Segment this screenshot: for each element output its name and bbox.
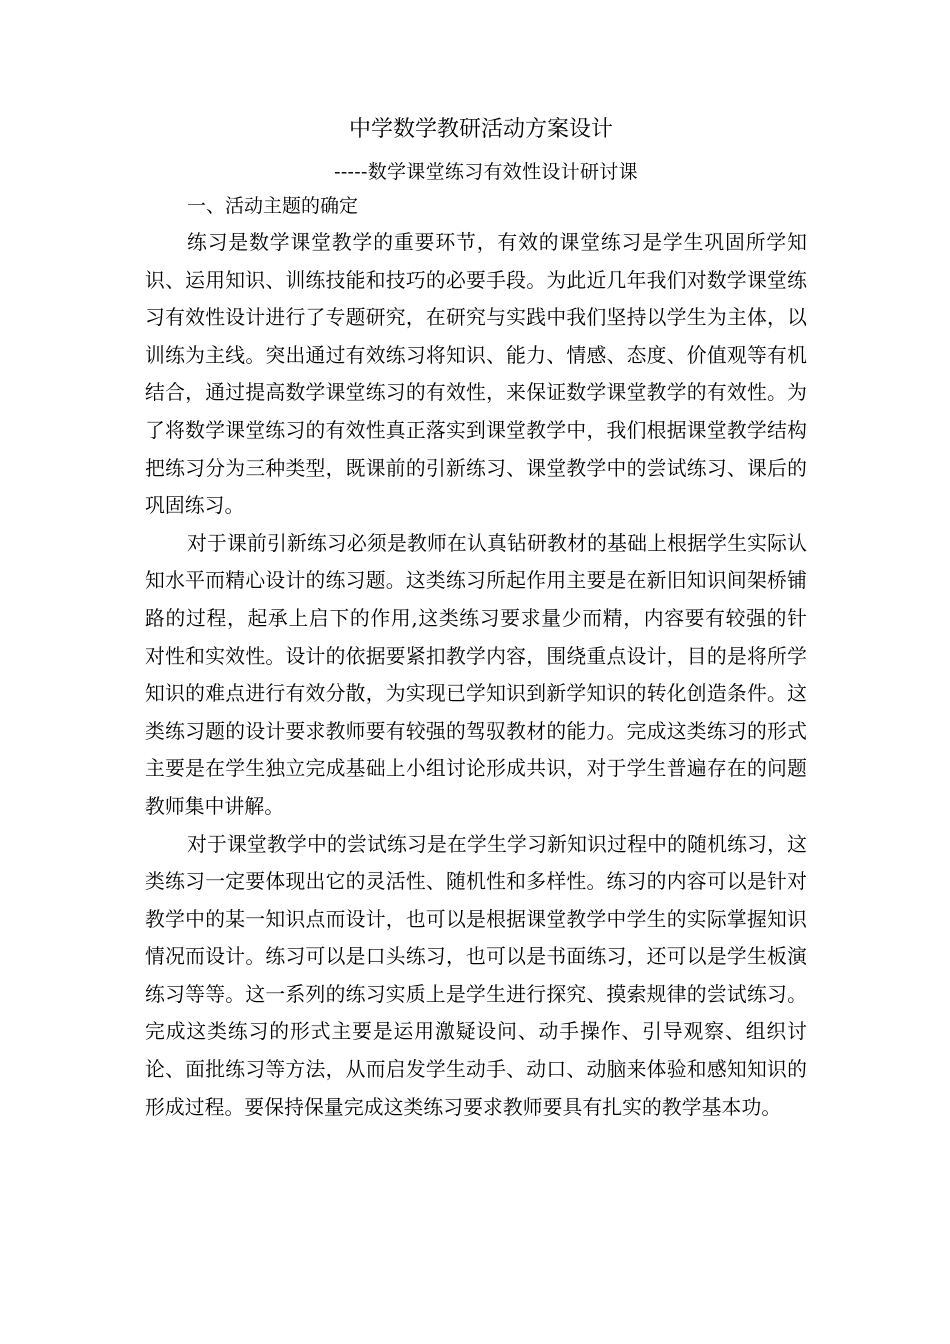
document-subtitle: -----数学课堂练习有效性设计研讨课 <box>334 161 638 183</box>
paragraph: 对于课前引新练习必须是教师在认真钻研教材的基础上根据学生实际认知水平而精心设计的练习题。这类练习所起作用主要是在新旧知识间架桥铺路的过程，起承上启下的作用,这类练习要求量少而精，内容要有较强的针对性和实效性。设计的依据要紧扣教学内容，围绕重点设计，目的是将所学知识的难点进行有效分散，为实现已学知识到新学知识的转化创造条件。这类练习题的设计要求教师要有较强的驾驭教材的能力。完成这类练习的形式主要是在学生独立完成基础上小组讨论形成共识，对于学生普遍存在的问题教师集中讲解。 <box>145 531 807 818</box>
paragraph: 练习是数学课堂教学的重要环节，有效的课堂练习是学生巩固所学知识、运用知识、训练技能和技巧的必要手段。为此近几年我们对数学课堂练习有效性设计进行了专题研究，在研究与实践中我们坚持以学生为主体，以训练为主线。突出通过有效练习将知识、能力、情感、态度、价值观等有机结合，通过提高数学课堂练习的有效性，来保证数学课堂教学的有效性。为了将数学课堂练习的有效性真正落实到课堂教学中，我们根据课堂教学结构把练习分为三种类型，既课前的引新练习、课堂教学中的尝试练习、课后的巩固练习。 <box>145 231 807 518</box>
document-title: 中学数学教研活动方案设计 <box>348 117 613 142</box>
section-heading: 一、活动主题的确定 <box>187 195 359 217</box>
document-page <box>145 112 807 1126</box>
paragraph: 对于课堂教学中的尝试练习是在学生学习新知识过程中的随机练习，这类练习一定要体现出它的灵活性、随机性和多样性。练习的内容可以是针对教学中的某一知识点而设计，也可以是根据课堂教学中学生的实际掌握知识情况而设计。练习可以是口头练习，也可以是书面练习，还可以是学生板演练习等等。这一系列的练习实质上是学生进行探究、摸索规律的尝试练习。完成这类练习的形式主要是运用激疑设问、动手操作、引导观察、组织讨论、面批练习等方法，从而启发学生动手、动口、动脑来体验和感知知识的形成过程。要保持保量完成这类练习要求教师要具有扎实的教学基本功。 <box>145 832 807 1119</box>
